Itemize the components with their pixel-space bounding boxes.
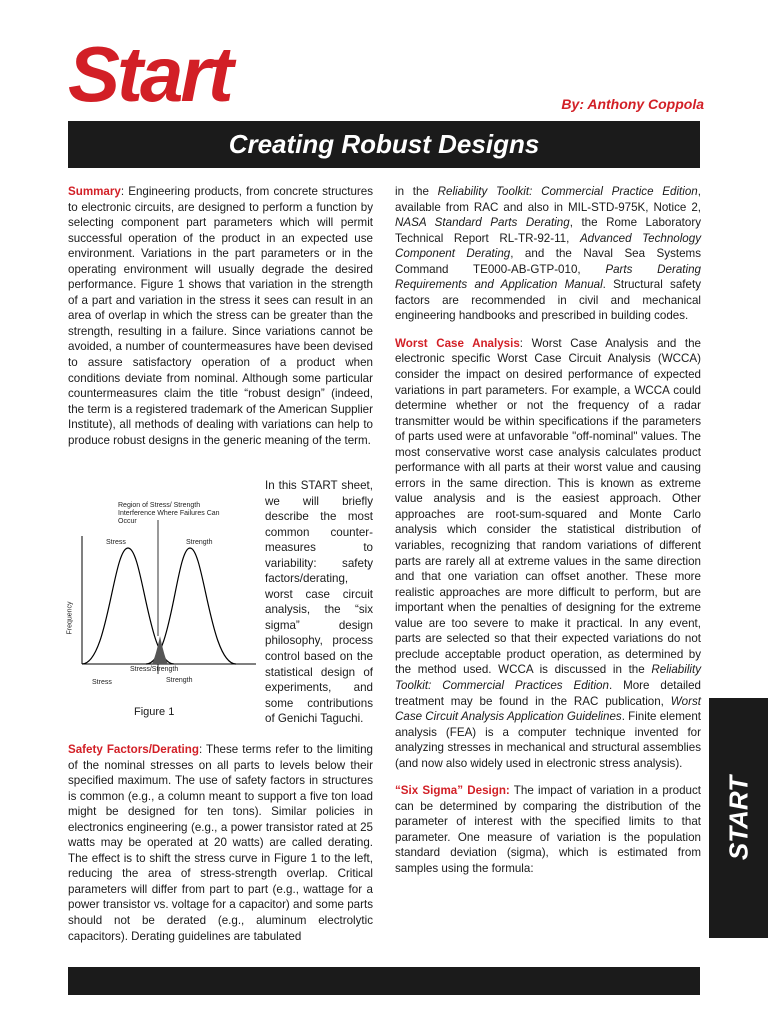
title-advanced-technology: Advanced Technology Component Derating: [395, 231, 701, 261]
worst-case-paragraph: [395, 336, 701, 771]
title-parts-derating: Parts Derating Requirements and Application Manual: [395, 262, 701, 292]
text-span: . Structural safety factors are recommended in civil and mechanical engineering handbooks and prescribed in building codes.: [395, 278, 701, 323]
start-side-tab: [709, 698, 768, 938]
title-reliability-toolkit: Reliability Toolkit: Commercial Practice Edition: [437, 185, 698, 198]
safety-text: : These terms refer to the limiting of the nominal stresses on all parts to levels below their specified maximum. The use of safety factors in structures is common (e.g., a column meant to support a five ton load might be designed for ten tons). Similar policies in electronics engineering (e.g., a power transistor rated at 25 watts may be operated at 20 watts) are called derating. The effect is to shift the stress curve in Figure 1 to the left, reducing the area of stress-strength overlap. Critical parameters will differ from part to part (e.g., wattage for a power transistor vs. voltage for a capacitor) and some parts should not be derated (e.g., aluminum electrolytic capacitors). Derating guidelines are tabulated: [68, 743, 373, 943]
safety-heading: Safety Factors/Derating: [68, 743, 199, 756]
six-sigma-paragraph: [395, 783, 701, 876]
title-nasa-derating: NASA Standard Parts Derating: [395, 216, 570, 230]
derating-continuation: [395, 184, 701, 324]
bottom-strength-label: Strength: [166, 677, 193, 684]
text-span: : Worst Case Analysis and the electronic specific Worst Case Circuit Analysis (WCCA) consider the impact on desired performance of expected variations in part parameters. For example, a WCCA could determine whether or not the frequency of a radar transmitter would be within specifications if the parameters of parts used were at unfavorable "off-nominal" values. The most conservative worst case analysis calculates product performance with all parts at their worst value and causing errors in the same direction. This is known as extreme value analysis and is the easiest approach. Other approaches are root-sum-squared and Monte Carlo analysis which consider the statistical distribution of variables, recognizing that random variations of different parts are rarely all at extreme values in the same direction and that one variation can offset another. These more realistic approaches are more difficult to perform, but are important when the penalties of designing for the extreme value are too severe to make it practical. In any event, parts are selected so that their expected variations do not preclude acceptable product operation, as determined by the method used. WCCA is discussed in the: [395, 336, 701, 677]
title-wcca-guidelines: Worst Case Circuit Analysis Application Guidelines: [395, 694, 701, 724]
byline: By: Anthony Coppola: [561, 96, 704, 112]
strength-curve-label: Strength: [186, 539, 213, 546]
text-span: . Finite element analysis (FEA) is a computer technique invented for analyzing stresses in mechanical and structural assemblies (and now also widely used in electronic stress analysis).: [395, 710, 701, 770]
summary-text: : Engineering products, from concrete structures to electronic circuits, are designed to perform a function by selecting component part parameters which will permit successful operation of the product in an expected use environment. Variations in the part parameters or in the operating environment will usually degrade the desired performance. Figure 1 shows that variation in the strength of a part and variation in the stress it sees can result in an area of overlap in which the stress can be greater than the strength, resulting in a failure. Since variations cannot be avoided, a number of countermeasures have been devised to assure satisfactory operation of a product when conditions deviate from nominal. Although some particular countermeasures claim the title “robust design” (indeed, the term is a registered trademark of the American Supplier Institute), all methods of dealing with variations can help to produce robust designs in the generic meaning of the term.: [68, 185, 373, 447]
stress-curve-label: Stress: [106, 539, 126, 546]
interference-area: [152, 636, 168, 664]
intro-wrap-text: In this START sheet, we will briefly describe the most common counter-measures to variability: safety factors/derating, worst case circuit analysis, the “six sigma” design philosophy, process control based on the statistical design of experiments, and some contributions of Genichi Taguchi.: [265, 479, 373, 726]
x-axis-label: Stress/Strength: [130, 666, 179, 673]
text-span: in the: [395, 185, 438, 198]
title-reliability-toolkit-2: Reliability Toolkit: Commercial Practices Edition: [395, 663, 701, 692]
footer-bar: [68, 967, 700, 995]
figure-caption: Figure 1: [134, 706, 175, 718]
side-tab-label: START: [723, 775, 753, 861]
bottom-stress-label: Stress: [92, 679, 112, 686]
text-span: , available from RAC and also in MIL-STD-975K, Notice 2,: [395, 185, 701, 214]
stress-strength-diagram: [68, 496, 258, 726]
text-span: , the Rome Laboratory Technical Report RL-TR-92-11,: [395, 216, 701, 245]
frequency-axis-label: Frequency: [66, 601, 74, 635]
text-span: . More detailed treatment may be found in the RAC publication,: [395, 678, 701, 708]
start-logo: Start: [68, 30, 231, 118]
six-sigma-heading: “Six Sigma” Design:: [395, 784, 510, 798]
worst-case-heading: Worst Case Analysis: [395, 336, 520, 350]
column-left: [68, 184, 373, 460]
safety-factors-paragraph: [68, 742, 373, 944]
page-title: Creating Robust Designs: [68, 121, 700, 168]
figure-1: [68, 496, 258, 726]
summary-heading: Summary: [68, 185, 121, 198]
text-span: The impact of variation in a product can be determined by comparing the distribution of the parameter of interest with the specified limits to that parameter. One measure of variation is the population standard deviation (sigma), which is estimated from samples using the formula:: [395, 784, 701, 875]
column-right: [395, 184, 701, 889]
text-span: , and the Naval Sea Systems Command TE000-AB-GTP-010,: [395, 247, 701, 276]
summary-paragraph: [68, 184, 373, 448]
region-label: Region of Stress/ Strength Interference Where Failures Can Occur: [118, 502, 220, 525]
